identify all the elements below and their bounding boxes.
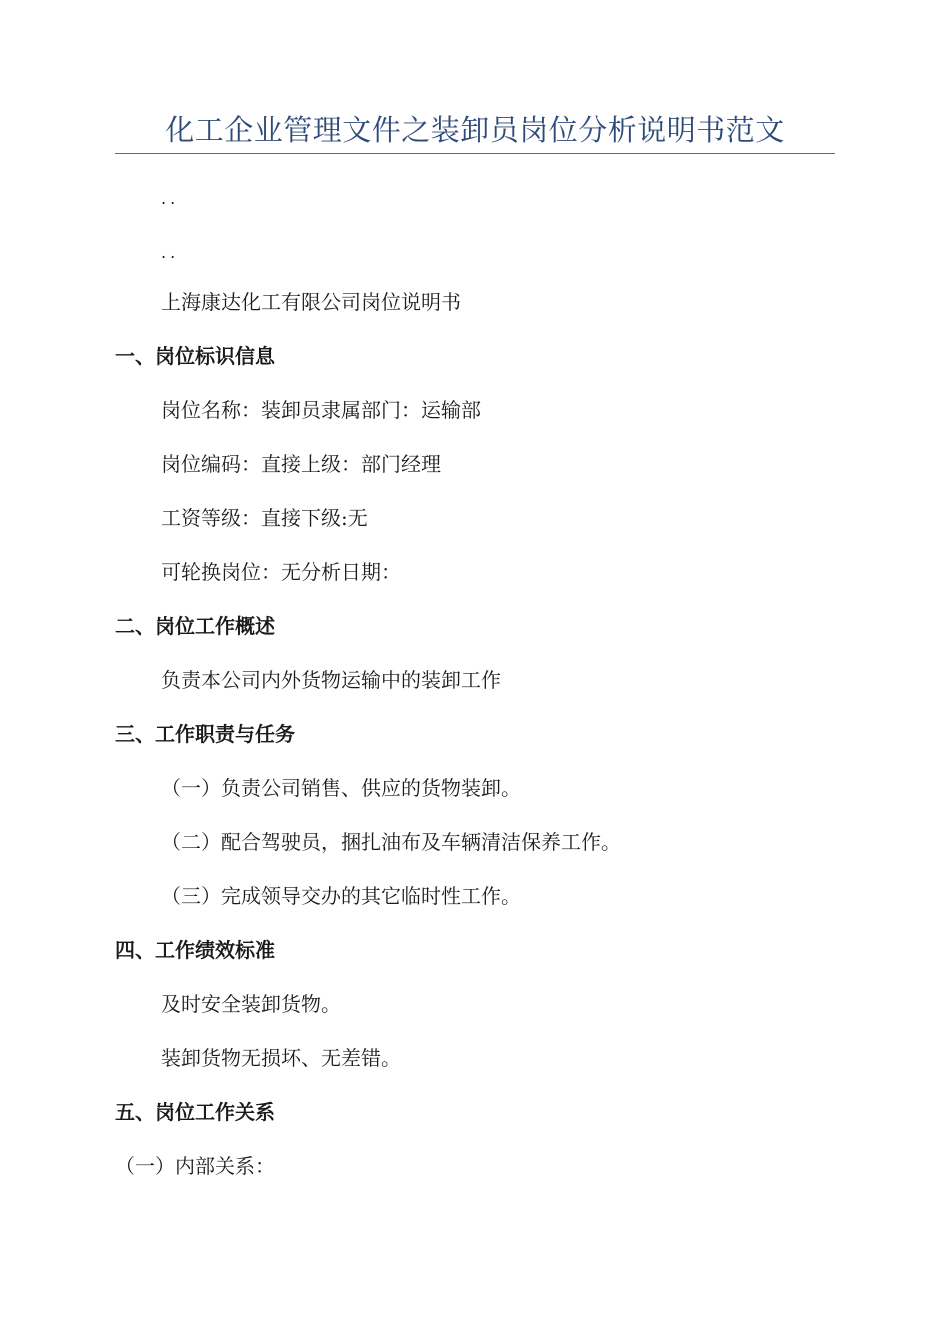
section-heading: 二、岗位工作概述 <box>115 614 275 638</box>
placeholder-dots: .. <box>161 243 180 262</box>
list-item: （一）负责公司销售、供应的货物装卸。 <box>161 776 521 800</box>
paragraph: 装卸货物无损坏、无差错。 <box>161 1046 401 1070</box>
paragraph: 及时安全装卸货物。 <box>161 992 341 1016</box>
paragraph: 岗位名称：装卸员隶属部门：运输部 <box>161 398 481 422</box>
placeholder-dots: .. <box>161 189 180 208</box>
paragraph: 工资等级：直接下级:无 <box>161 506 368 530</box>
sub-heading: （一）内部关系： <box>115 1154 275 1178</box>
section-heading: 三、工作职责与任务 <box>115 722 295 746</box>
section-heading: 四、工作绩效标准 <box>115 938 275 962</box>
paragraph: 负责本公司内外货物运输中的装卸工作 <box>161 668 501 692</box>
paragraph: 岗位编码：直接上级：部门经理 <box>161 452 441 476</box>
company-heading: 上海康达化工有限公司岗位说明书 <box>161 290 461 314</box>
paragraph: 可轮换岗位：无分析日期： <box>161 560 401 584</box>
list-item: （三）完成领导交办的其它临时性工作。 <box>161 884 521 908</box>
page-title: 化工企业管理文件之装卸员岗位分析说明书范文 <box>165 113 785 147</box>
title-divider <box>115 153 835 154</box>
list-item: （二）配合驾驶员，捆扎油布及车辆清洁保养工作。 <box>161 830 621 854</box>
section-heading: 五、岗位工作关系 <box>115 1100 275 1124</box>
section-heading: 一、岗位标识信息 <box>115 344 275 368</box>
